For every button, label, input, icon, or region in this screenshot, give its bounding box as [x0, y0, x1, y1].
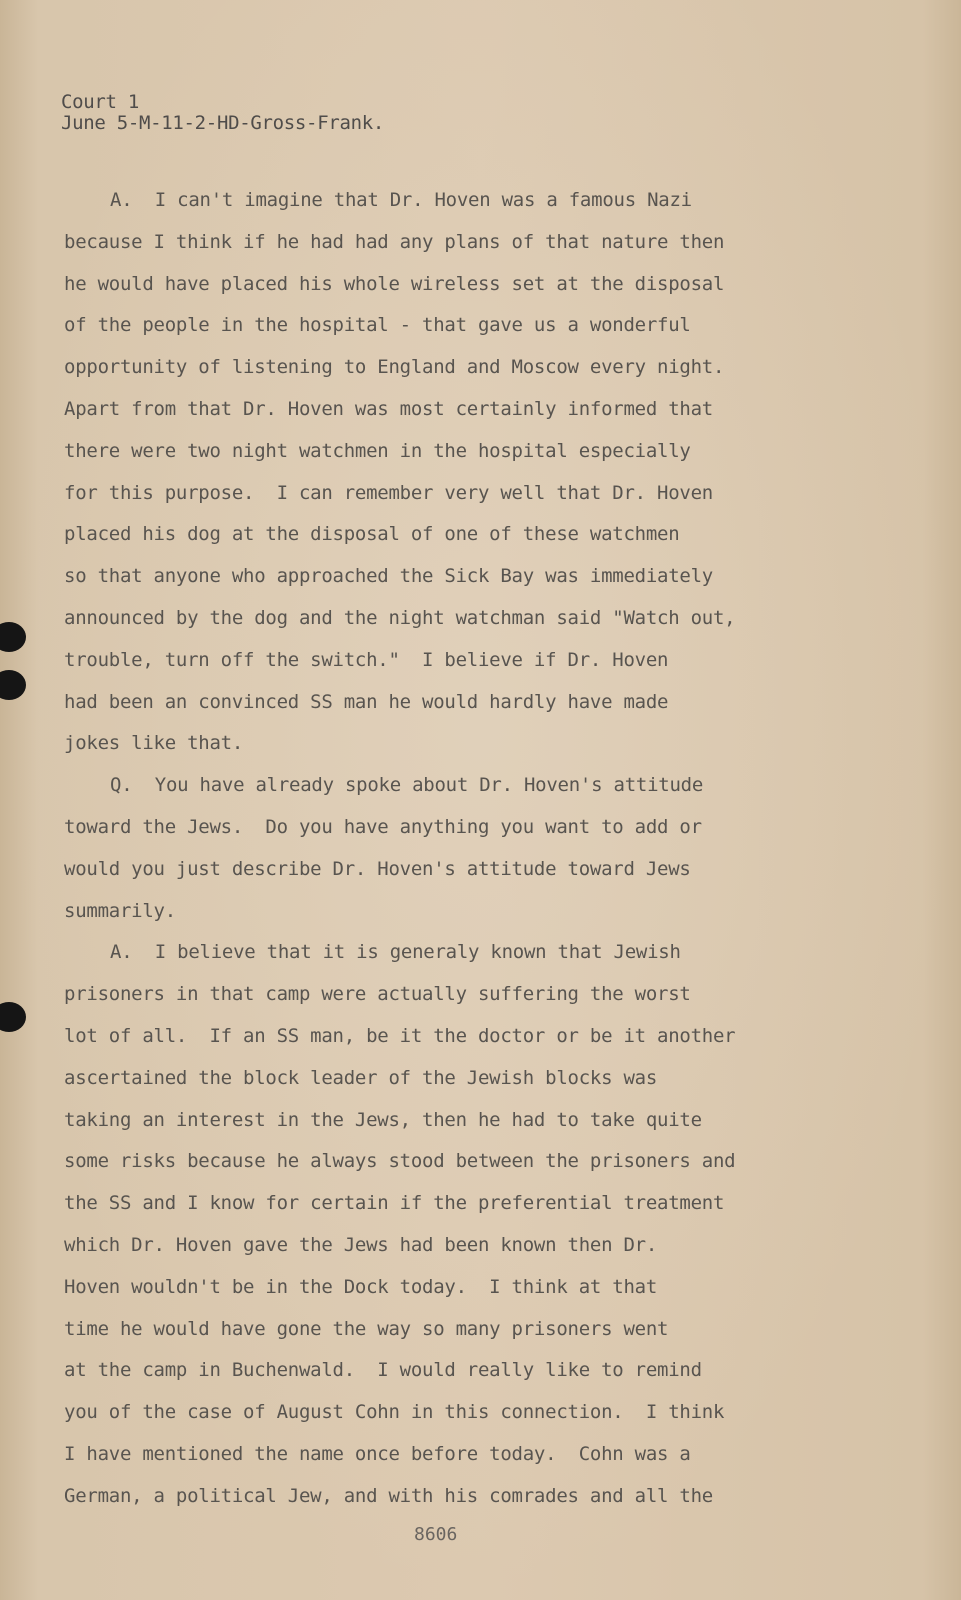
- text-line: he would have placed his whole wireless set at the disposal: [64, 272, 725, 295]
- document-header: [61, 92, 384, 134]
- text-line: toward the Jews. Do you have anything you want to add or: [64, 815, 702, 838]
- text-line: for this purpose. I can remember very well that Dr. Hoven: [64, 481, 713, 504]
- punch-hole: [0, 1002, 26, 1032]
- text-line: placed his dog at the disposal of one of these watchmen: [64, 523, 680, 546]
- text-line: at the camp in Buchenwald. I would really like to remind: [64, 1359, 702, 1382]
- text-line: would you just describe Dr. Hoven's attitude toward Jews: [64, 857, 691, 880]
- text-line: you of the case of August Cohn in this connection. I think: [64, 1401, 725, 1424]
- text-line: Q. You have already spoke about Dr. Hoven's attitude: [110, 774, 704, 797]
- text-line: time he would have gone the way so many prisoners went: [64, 1317, 669, 1340]
- transcript-body: [64, 180, 824, 1518]
- text-line: Apart from that Dr. Hoven was most certainly informed that: [64, 397, 713, 420]
- page-number: 8606: [414, 1524, 458, 1545]
- text-line: lot of all. If an SS man, be it the doctor or be it another: [64, 1024, 736, 1047]
- text-line: of the people in the hospital - that gave us a wonderful: [64, 314, 691, 337]
- text-line: A. I believe that it is generaly known that Jewish: [110, 941, 681, 964]
- punch-hole: [0, 670, 26, 700]
- text-line: taking an interest in the Jews, then he had to take quite: [64, 1108, 702, 1131]
- text-line: there were two night watchmen in the hospital especially: [64, 439, 691, 462]
- court-label: Court 1: [61, 91, 139, 113]
- punch-hole: [0, 622, 26, 652]
- text-line: A. I can't imagine that Dr. Hoven was a famous Nazi: [110, 189, 692, 211]
- text-line: trouble, turn off the switch." I believe if Dr. Hoven: [64, 648, 669, 671]
- text-line: which Dr. Hoven gave the Jews had been known then Dr.: [64, 1233, 658, 1256]
- text-line: German, a political Jew, and with his comrades and all the: [64, 1484, 713, 1507]
- text-line: jokes like that.: [64, 732, 244, 755]
- text-line: I have mentioned the name once before today. Cohn was a: [64, 1442, 691, 1465]
- text-line: opportunity of listening to England and Moscow every night.: [64, 356, 725, 379]
- text-line: summarily.: [64, 899, 176, 922]
- case-reference: June 5-M-11-2-HD-Gross-Frank.: [61, 112, 385, 134]
- text-line: ascertained the block leader of the Jewish blocks was: [64, 1066, 658, 1089]
- text-line: prisoners in that camp were actually suffering the worst: [64, 983, 691, 1006]
- text-line: so that anyone who approached the Sick Bay was immediately: [64, 565, 713, 588]
- text-line: announced by the dog and the night watchman said "Watch out,: [64, 606, 736, 629]
- text-line: the SS and I know for certain if the preferential treatment: [64, 1192, 725, 1215]
- text-line: Hoven wouldn't be in the Dock today. I think at that: [64, 1275, 658, 1298]
- text-line: had been an convinced SS man he would hardly have made: [64, 690, 669, 713]
- text-line: some risks because he always stood between the prisoners and: [64, 1150, 736, 1173]
- text-line: because I think if he had had any plans of that nature then: [64, 230, 725, 253]
